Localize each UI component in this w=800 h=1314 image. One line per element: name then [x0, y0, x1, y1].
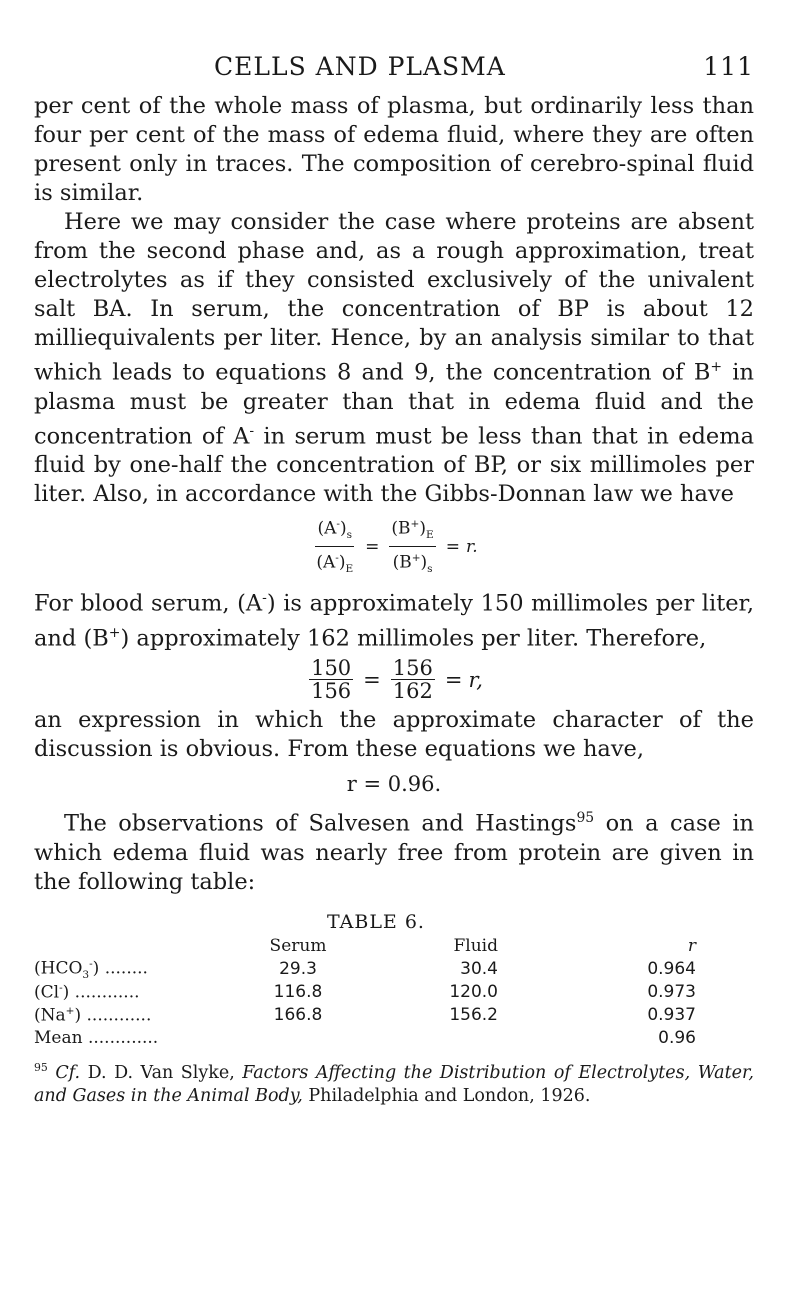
page-number: 111: [703, 52, 754, 81]
running-title: CELLS AND PLASMA: [214, 52, 506, 81]
page: [34, 52, 754, 1108]
table-row-mean: Mean ............. 0.96: [34, 1028, 696, 1049]
footnote: $^{95}$ Cf. D. D. Van Slyke, Factors Affecting the Distribution of Electrolytes, Water, and Gases in the Animal Body, Philadelphia and London, 1926.: [34, 1060, 754, 1107]
table-header-row: Serum Fluid r: [269, 936, 696, 957]
paragraph-3: For blood serum, (A-) is approximately 150 millimoles per liter, and (B+) approximately 162 millimoles per liter. Therefore,: [34, 590, 754, 652]
gibbs-donnan-equation: $\frac{(A^-)_s}{(A^-)_E}$ = $\frac{(B^+)_E}{(B^+)_s}$ = r.: [34, 513, 754, 580]
paragraph-2: Here we may consider the case where proteins are absent from the second phase and, as a rough approximation, treat electrolytes as if they consisted exclusively of the univalent salt BA. In serum, the concentration of BP is about 12 milliequivalents per liter. Hence, by an analysis similar to that which leads to equations 8 and 9, the concentration of B+ in plasma must be greater than that in edema fluid and the concentration of A- in serum must be less than that in edema fluid by one-half the concentration of BP, or six millimoles per liter. Also, in accordance with the Gibbs-Donnan law we have: [34, 209, 754, 507]
table-row: $(HCO_3^-)$ ........ 29.3 30.4 0.964: [34, 957, 696, 981]
footnote-ref: 95: [576, 810, 595, 827]
table-title: TABLE 6.: [327, 910, 425, 933]
data-table: [34, 935, 696, 1050]
ratio-equation: $\frac{150}{156}$ = $\frac{156}{162}$ = r,: [311, 656, 483, 704]
paragraph-4: an expression in which the approximate character of the discussion is obvious. From these equations we have,: [34, 707, 754, 763]
paragraph-5: The observations of Salvesen and Hastings$^{95}$ on a case in which edema fluid was nearly free from protein are given in the following table:: [34, 810, 755, 895]
paragraph-1: per cent of the whole mass of plasma, but ordinarily less than four per cent of the mass of edema fluid, where they are often present only in traces. The composition of cerebro-spinal fluid is similar.: [34, 93, 754, 206]
table-row: (Na+) ............ 166.8 156.2 0.937: [34, 1004, 696, 1026]
running-header: [34, 52, 754, 92]
r-value-equation: r = 0.96.: [346, 772, 442, 797]
table-row: (Cl-) ............ 116.8 120.0 0.973: [34, 981, 696, 1003]
